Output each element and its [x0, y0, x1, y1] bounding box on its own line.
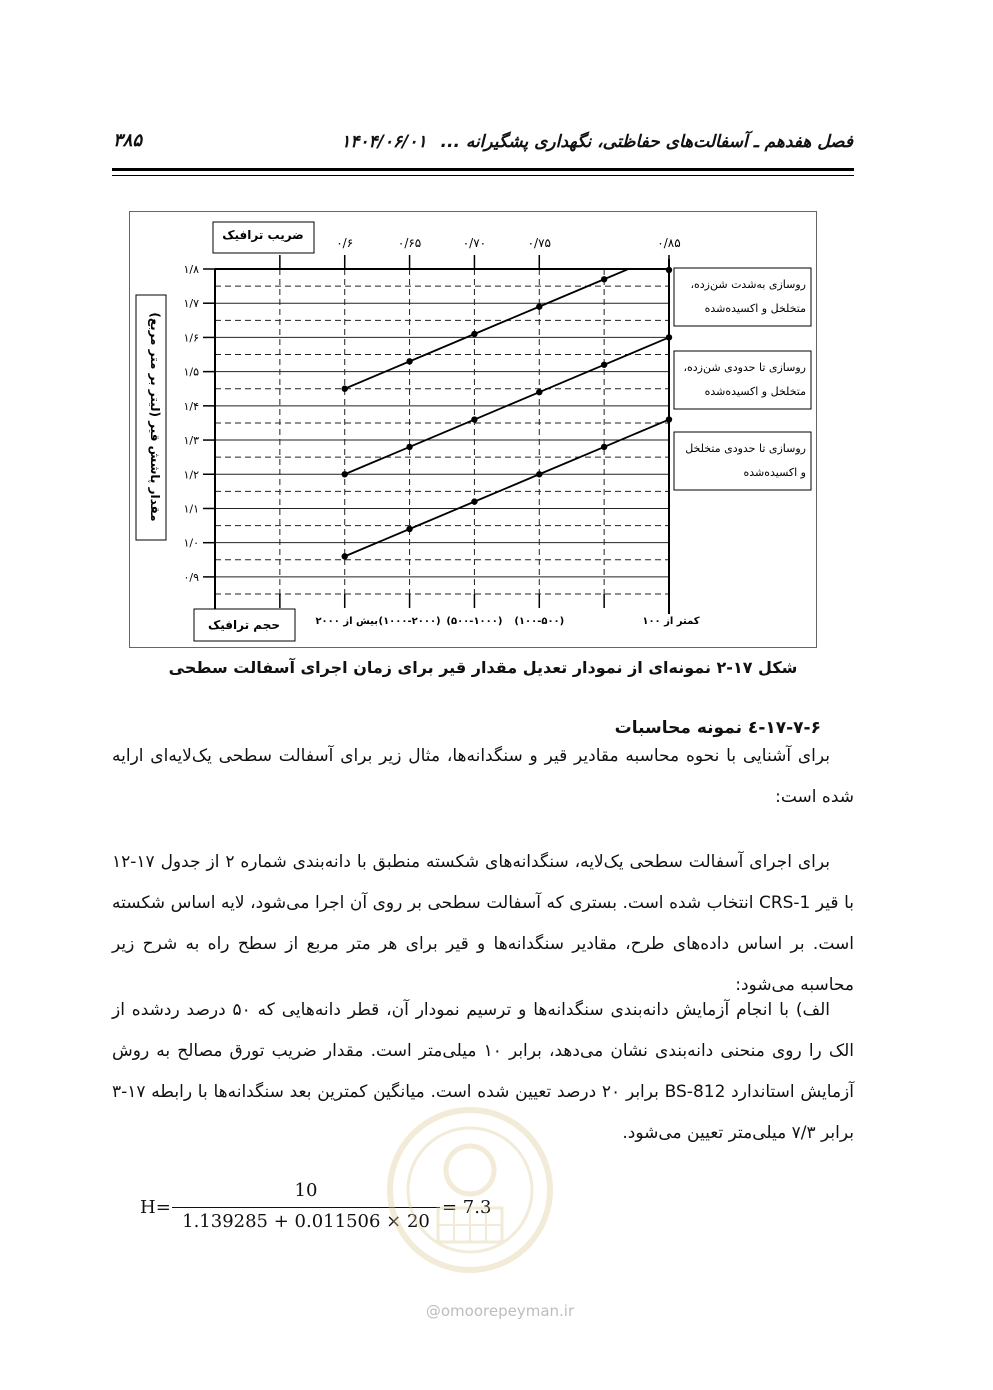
series-point-2 [536, 389, 542, 395]
series-point-3 [342, 553, 348, 559]
series-point-3 [601, 444, 607, 450]
series-point-3 [406, 526, 412, 532]
series-point-3 [471, 498, 477, 504]
y-tick-label: ۱/۱ [183, 502, 199, 516]
series-point-1 [406, 358, 412, 364]
top-tick-label: ۰/۶۵ [397, 236, 422, 250]
y-tick-label: ۱/۳ [183, 434, 199, 448]
y-tick-label: ۱/۸ [183, 263, 199, 276]
bottom-tick-label: (۵۰۰-۱۰۰۰) [446, 616, 503, 627]
series-point-1 [601, 276, 607, 282]
series-point-2 [601, 362, 607, 368]
running-header-title: فصل هفدهم ـ آسفالت‌های حفاظتی، نگهداری پشگیرانه ... [440, 132, 853, 152]
bottom-axis-label: حجم ترافیک [207, 618, 281, 632]
bottom-tick-label: (۱۰۰-۵۰۰) [514, 616, 565, 627]
formula-numerator: 10 [294, 1180, 318, 1201]
y-tick-label: ۱/۰ [183, 536, 199, 550]
formula-lhs: H= [140, 1197, 171, 1218]
page-number: ۳۸۵ [113, 130, 143, 151]
bitumen-adjustment-chart [130, 212, 816, 647]
header-rule-thin [112, 175, 854, 176]
y-tick-label: ۱/۲ [183, 468, 199, 482]
series-point-2 [471, 416, 477, 422]
y-tick-label: ۱/۷ [183, 297, 199, 311]
series-point-2 [406, 444, 412, 450]
top-tick-label: ۰/۷۰ [462, 236, 487, 250]
paragraph-1 [112, 736, 854, 818]
top-axis-label: ضریب ترافیک [222, 228, 304, 242]
y-tick-label: ۱/۵ [183, 365, 199, 379]
series-point-3 [666, 416, 672, 422]
legend-label-3-cont: و اکسیده‌شده [743, 466, 806, 479]
legend-label-1: روسازی به‌شدت شن‌زده، [690, 278, 806, 291]
legend-box-3 [674, 432, 811, 490]
watermark-text: @omoorepeyman.ir [425, 1302, 575, 1320]
paragraph-text: برای آشنایی با نحوه محاسبه مقادیر قیر و سنگدانه‌ها، مثال زیر برای آسفالت سطحی یک‌لایه‌ای ارایه شده است: [112, 746, 854, 807]
running-header-date: ۱۴۰۴/۰۶/۰۱ [341, 132, 427, 152]
formula-denominator: 1.139285 + 0.011506 × 20 [182, 1211, 430, 1232]
top-tick-label: ۰/۷۵ [527, 236, 551, 250]
bottom-tick-label: بیش از ۲۰۰۰ [315, 616, 378, 627]
series-point-1 [471, 331, 477, 337]
section-heading: ۱۷-۷-۶-٤ نمونه محاسبات [614, 718, 821, 738]
legend-label-1-cont: متخلخل و اکسیده‌شده [704, 302, 806, 315]
paragraph-2 [112, 842, 854, 1006]
legend-label-3: روسازی تا حدودی متخلخل [685, 442, 806, 455]
bottom-tick-label: کمتر از ۱۰۰ [642, 616, 700, 627]
bottom-tick-label: (۱۰۰۰-۲۰۰۰) [378, 616, 441, 627]
paragraph-text: برای اجرای آسفالت سطحی یک‌لایه، سنگدانه‌های شکسته منطبق با دانه‌بندی شماره ۲ از جدول ۱۷-۱۲ با قیر CRS-1 انتخاب شده است. بستری که آسفالت سطحی بر روی آن اجرا می‌شود، لایه اساس شکسته است. بر اساس داده‌های طرح، مقادیر سنگدانه‌ها و قیر برای هر متر مربع از سطح راه به شرح زیر محاسبه می‌شود: [112, 852, 855, 995]
legend-label-2-cont: متخلخل و اکسیده‌شده [704, 385, 806, 398]
watermark-logo [380, 1100, 560, 1280]
legend-label-2: روسازی تا حدودی شن‌زده، [683, 361, 806, 374]
legend-box-2 [674, 351, 811, 409]
y-tick-label: ۱/۶ [183, 331, 199, 345]
running-header [153, 132, 853, 152]
paragraph-text: الف) با انجام آزمایش دانه‌بندی سنگدانه‌ها و ترسیم نمودار آن، قطر دانه‌هایی که ۵۰ درصد ردشده از الک را روی منحنی دانه‌بندی نشان می‌دهد، برابر ۱۰ میلی‌متر است. مقدار ضریب تورق مصالح به روش آزمایش استاندارد BS-812 برابر ۲۰ درصد تعیین شده است. میانگین کمترین بعد سنگدانه‌ها با رابطه ۱۷-۳ برابر ۷/۳ میلی‌متر تعیین می‌شود. [112, 1000, 854, 1143]
formula-rhs: = 7.3 [442, 1197, 492, 1218]
y-tick-label: ۱/۴ [183, 399, 199, 413]
top-tick-label: ۰/۶ [336, 236, 354, 250]
header-rule-thick [112, 168, 854, 171]
series-point-1 [342, 386, 348, 392]
series-point-2 [666, 334, 672, 340]
series-point-1 [666, 267, 672, 273]
chart-frame [129, 211, 817, 648]
y-tick-label: ۰/۹ [183, 570, 199, 584]
top-tick-label: ۰/۸۵ [657, 236, 681, 250]
series-point-2 [342, 471, 348, 477]
figure-caption: شکل ۱۷-۲ نمونه‌ای از نمودار تعدیل مقدار قیر برای زمان اجرای آسفالت سطحی [168, 658, 798, 677]
series-point-3 [536, 471, 542, 477]
legend-box-1 [674, 268, 811, 326]
y-axis-label: مقدار پاشش قیر (لیتر بر متر مربع) [148, 312, 162, 522]
series-point-1 [536, 303, 542, 309]
